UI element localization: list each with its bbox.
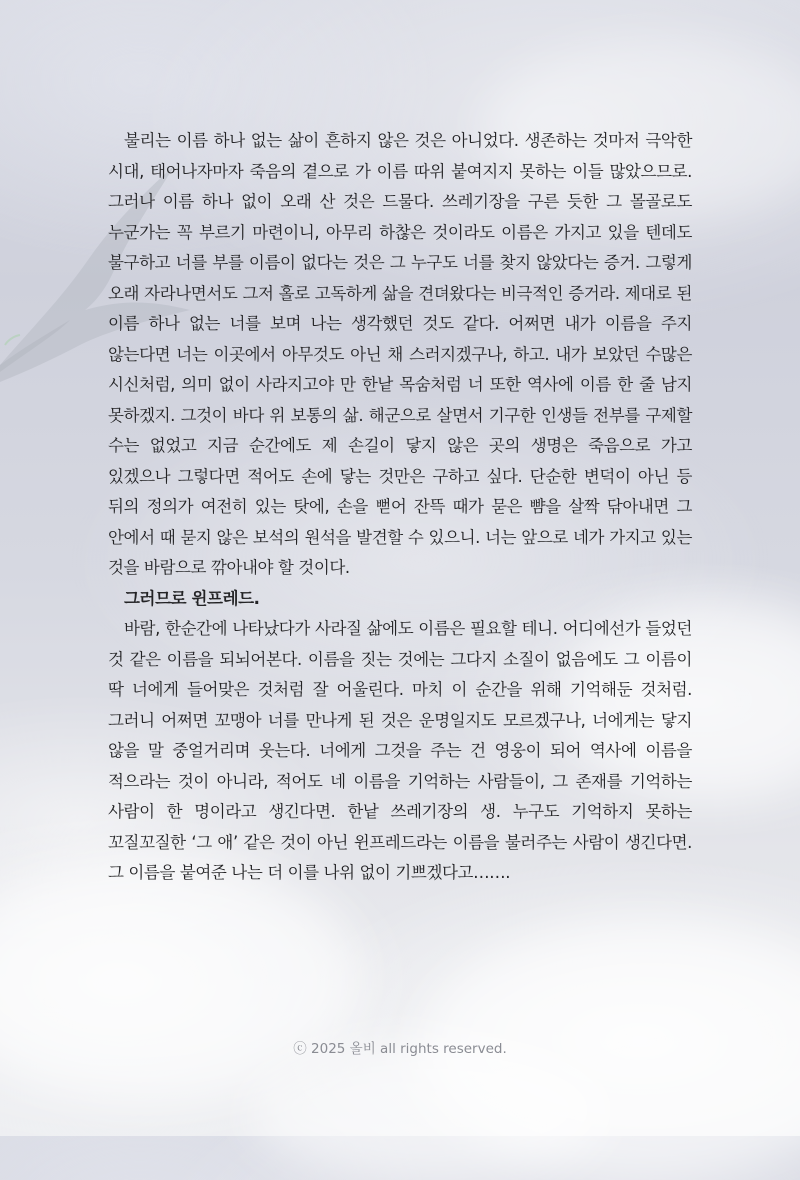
paragraph-2: 바람, 한순간에 나타났다가 사라질 삶에도 이름은 필요할 테니. 어디에선가 들었던 것 같은 이름을 되뇌어본다. 이름을 짓는 것에는 그다지 소질이 없음에도 그 이름이 딱 너에게 들어맞은 것처럼 잘 어울린다. 마치 이 순간을 위해 기억해둔 것처럼. 그러니 어쩌면 꼬맹아 너를 만나게 된 것은 운명일지도 모르겠구나, 너에게는 닿지 않을 말 중얼거리며 웃는다. 너에게 그것을 주는 건 영웅이 되어 역사에 이름을 적으라는 것이 아니라, 적어도 네 이름을 기억하는 사람들이, 그 존재를 기억하는 사람이 한 명이라고 생긴다면. 한낱 쓰레기장의 생. 누구도 기억하지 못하는 꼬질꼬질한 ‘그 애’ 같은 것이 아닌 윈프레드라는 이름을 불러주는 사람이 생긴다면. 그 이름을 붙여준 나는 더 이를 나위 없이 기쁘겠다고……. <box>108 619 692 882</box>
copyright-notice: ⓒ 2025 올비 all rights reserved. <box>293 1041 507 1057</box>
section-heading: 그러므로 윈프레드. <box>124 588 260 608</box>
paragraph-1: 불리는 이름 하나 없는 삶이 흔하지 않은 것은 아니었다. 생존하는 것마저 극악한 시대, 태어나자마자 죽음의 곁으로 가 이름 따위 붙여지지 못하는 이들 많았으므로. 그러나 이름 하나 없이 오래 산 것은 드물다. 쓰레기장을 구른 듯한 그 몰골로도 누군가는 꼭 부르기 마련이니, 아무리 하찮은 것이라도 이름은 가지고 있을 텐데도 불구하고 너를 부를 이름이 없다는 것은 그 누구도 너를 찾지 않았다는 증거. 그렇게 오래 자라나면서도 그저 홀로 고독하게 삶을 견뎌왔다는 비극적인 증거라. 제대로 된 이름 하나 없는 너를 보며 나는 생각했던 것도 같다. 어쩌면 내가 이름을 주지 않는다면 너는 이곳에서 아무것도 아닌 채 스러지겠구나, 하고. 내가 보았던 수많은 시신처럼, 의미 없이 사라지고야 만 한낱 목숨처럼 너 또한 역사에 이름 한 줄 남지 못하겠지. 그것이 바다 위 보통의 삶. 해군으로 살면서 기구한 인생들 전부를 구제할 수는 없었고 지금 순간에도 제 손길이 닿지 않은 곳의 생명은 죽음으로 가고 있겠으나 그렇다면 적어도 손에 닿는 것만은 구하고 싶다. 단순한 변덕이 아닌 등 뒤의 정의가 여전히 있는 탓에, 손을 뻗어 잔뜩 때가 묻은 뺨을 살짝 닦아내면 그 안에서 때 묻지 않은 보석의 원석을 발견할 수 있으니. 너는 앞으로 네가 가지고 있는 것을 바람으로 깎아내야 할 것이다. <box>108 131 692 577</box>
document-body <box>108 126 692 889</box>
